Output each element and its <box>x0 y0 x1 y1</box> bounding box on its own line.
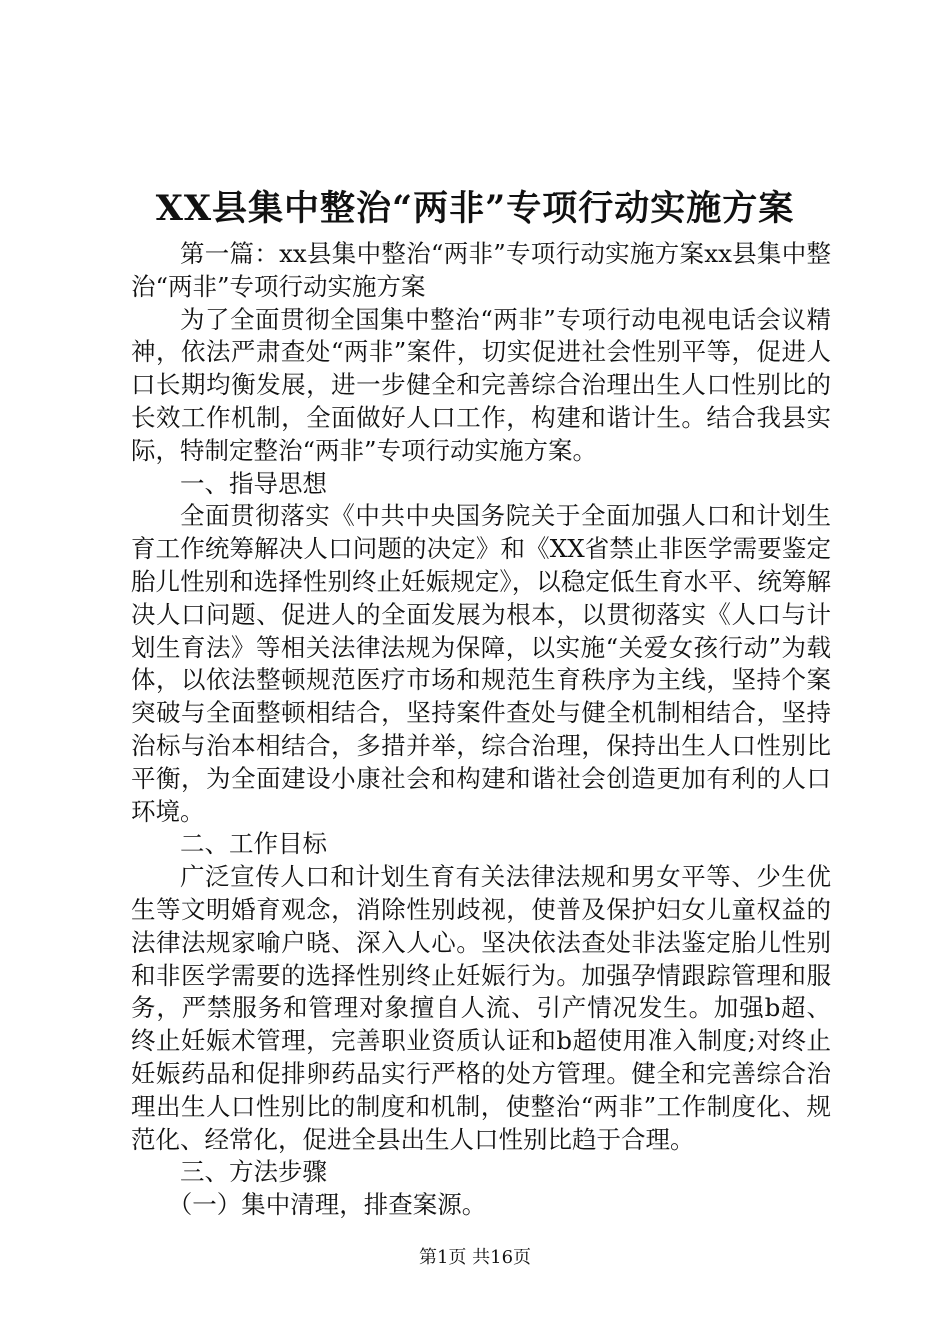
document-body <box>131 238 831 1222</box>
section-heading-2: 二、工作目标 <box>180 829 327 859</box>
section-heading-3: 三、方法步骤 <box>180 1157 327 1187</box>
page-footer: 第1页 共16页 <box>418 1247 532 1268</box>
section-heading-1: 一、指导思想 <box>180 468 327 498</box>
subsection-heading-1: （一）集中清理，排查案源。 <box>167 1190 487 1220</box>
document-title: XX县集中整治“两非”专项行动实施方案 <box>155 188 795 229</box>
paragraph-work-goals: 广泛宣传人口和计划生育有关法律法规和男女平等、少生优生等文明婚育观念，消除性别歧视，使普及保护妇女儿童权益的法律法规家喻户晓、深入人心。坚决依法查处非法鉴定胎儿性别和非医学需要的选择性别终止妊娠行为。加强孕情跟踪管理和服务，严禁服务和管理对象擅自人流、引产情况发生。加强b超、终止妊娠术管理，完善职业资质认证和b超使用准入制度;对终止妊娠药品和促排卵药品实行严格的处方管理。健全和完善综合治理出生人口性别比的制度和机制，使整治“两非”工作制度化、规范化、经常化，促进全县出生人口性别比趋于合理。 <box>131 862 831 1154</box>
paragraph-purpose: 为了全面贯彻全国集中整治“两非”专项行动电视电话会议精神，依法严肃查处“两非”案件，切实促进社会性别平等，促进人口长期均衡发展，进一步健全和完善综合治理出生人口性别比的长效工作机制，全面做好人口工作，构建和谐计生。结合我县实际，特制定整治“两非”专项行动实施方案。 <box>131 304 831 465</box>
paragraph-intro: 第一篇：xx县集中整治“两非”专项行动实施方案xx县集中整治“两非”专项行动实施方案 <box>131 239 831 301</box>
paragraph-guiding-thought: 全面贯彻落实《中共中央国务院关于全面加强人口和计划生育工作统筹解决人口问题的决定》和《XX省禁止非医学需要鉴定胎儿性别和选择性别终止妊娠规定》，以稳定低生育水平、统筹解决人口问题、促进人的全面发展为根本，以贯彻落实《人口与计划生育法》等相关法律法规为保障，以实施“关爱女孩行动”为载体，以依法整顿规范医疗市场和规范生育秩序为主线，坚持个案突破与全面整顿相结合，坚持案件查处与健全机制相结合，坚持治标与治本相结合，多措并举，综合治理，保持出生人口性别比平衡，为全面建设小康社会和构建和谐社会创造更加有利的人口环境。 <box>131 501 831 826</box>
